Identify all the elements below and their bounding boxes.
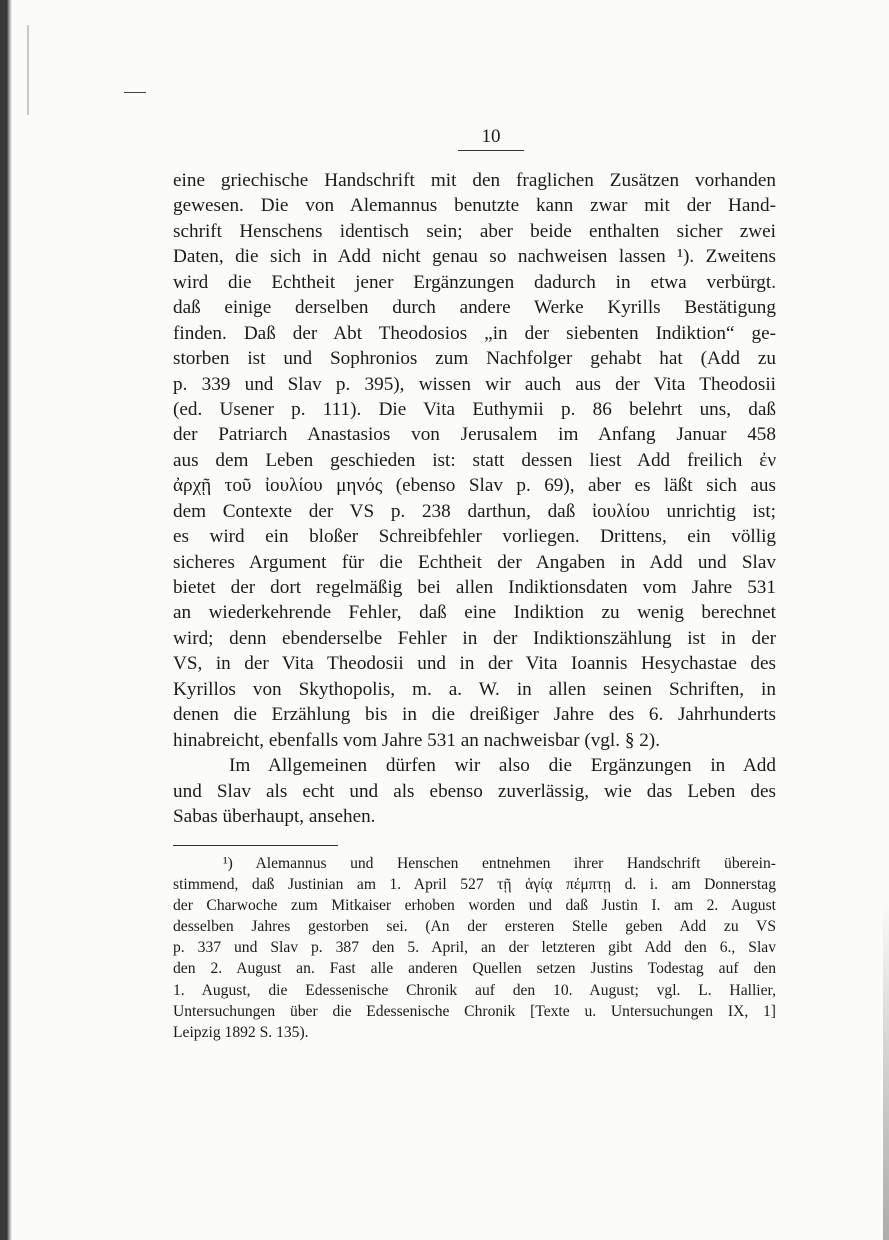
body-line: p. 339 und Slav p. 395), wissen wir auch aus der Vita Theodosii <box>173 373 776 395</box>
body-line: schrift Henschens identisch sein; aber beide enthalten sicher zwei <box>173 220 776 242</box>
footnote-line: 1. August, die Edessenische Chronik auf den 10. August; vgl. L. Hallier, <box>173 981 776 999</box>
body-line: Sabas überhaupt, ansehen. <box>173 805 376 827</box>
footnote-line: den 2. August an. Fast alle anderen Quellen setzen Justins Todestag auf den <box>173 960 776 978</box>
body-line: und Slav als echt und als ebenso zuverlässig, wie das Leben des <box>173 780 776 802</box>
footnote <box>173 853 776 1043</box>
body-line: VS, in der Vita Theodosii und in der Vita Ioannis Hesychastae des <box>173 653 776 675</box>
body-line: wird; denn ebenderselbe Fehler in der Indiktionszählung ist in der <box>173 627 776 649</box>
body-line: bietet der dort regelmäßig bei allen Indiktionsdaten vom Jahre 531 <box>173 577 776 598</box>
body-line: der Patriarch Anastasios von Jerusalem im Anfang Januar 458 <box>173 424 776 446</box>
body-line: gewesen. Die von Alemannus benutzte kann zwar mit der Hand- <box>173 195 776 217</box>
body-line: dem Contexte der VS p. 238 darthun, daß ἰουλίου unrichtig ist; <box>173 500 776 522</box>
body-line: Daten, die sich in Add nicht genau so nachweisen lassen ¹). Zweitens <box>173 246 776 268</box>
body-line: finden. Daß der Abt Theodosios „in der siebenten Indiktion“ ge- <box>173 322 776 344</box>
footnote-line: Untersuchungen über die Edessenische Chronik [Texte u. Untersuchungen IX, 1] <box>173 1002 776 1020</box>
footnote-line: p. 337 und Slav p. 387 den 5. April, an der letzteren gibt Add den 6., Slav <box>173 939 776 957</box>
body-line: eine griechische Handschrift mit den fraglichen Zusätzen vorhanden <box>173 170 776 191</box>
body-line: (ed. Usener p. 111). Die Vita Euthymii p. 86 belehrt uns, daß <box>173 398 776 420</box>
footnote-line: der Charwoche zum Mitkaiser erhoben worden und daß Justin I. am 2. August <box>173 897 776 915</box>
body-line: Im Allgemeinen dürfen wir also die Ergänzungen in Add <box>229 755 776 777</box>
body-line: ἀρχῇ τοῦ ἰουλίου μηνός (ebenso Slav p. 69), aber es läßt sich aus <box>173 475 776 497</box>
scan-dash-mark <box>124 92 146 93</box>
body-line: denen die Erzählung bis in die dreißiger Jahre des 6. Jahrhunderts <box>173 704 776 726</box>
body-text <box>173 168 776 829</box>
body-line: sicheres Argument für die Echtheit der Angaben in Add und Slav <box>173 551 776 573</box>
body-line: wird die Echtheit jener Ergänzungen dadurch in etwa verbürgt. <box>173 271 776 293</box>
body-line: aus dem Leben geschieden ist: statt dessen liest Add freilich ἐν <box>173 449 776 471</box>
body-line: es wird ein bloßer Schreibfehler vorliegen. Drittens, ein völlig <box>173 526 776 548</box>
footnote-line: Leipzig 1892 S. 135). <box>173 1023 309 1041</box>
footnote-line: desselben Jahres gestorben sei. (An der ersteren Stelle geben Add zu VS <box>173 918 776 936</box>
scan-edge-mark <box>27 25 29 115</box>
body-line: an wiederkehrende Fehler, daß eine Indiktion zu wenig berechnet <box>173 602 776 624</box>
footnote-line: stimmend, daß Justinian am 1. April 527 τῇ ἁγίᾳ πέμπτῃ d. i. am Donnerstag <box>173 876 776 894</box>
body-line: Kyrillos von Skythopolis, m. a. W. in allen seinen Schriften, in <box>173 678 776 700</box>
footnote-line: ¹) Alemannus und Henschen entnehmen ihrer Handschrift überein- <box>223 855 776 872</box>
scan-edge-left <box>0 0 12 1240</box>
body-line: storben ist und Sophronios zum Nachfolger gehabt hat (Add zu <box>173 348 776 370</box>
page-number: 10 <box>481 126 501 147</box>
body-line: hinabreicht, ebenfalls vom Jahre 531 an nachweisbar (vgl. § 2). <box>173 729 660 751</box>
scan-edge-right <box>883 900 889 1240</box>
footnote-rule <box>173 845 338 846</box>
body-line: daß einige derselben durch andere Werke Kyrills Bestätigung <box>173 297 776 319</box>
page-number-rule <box>458 150 524 151</box>
